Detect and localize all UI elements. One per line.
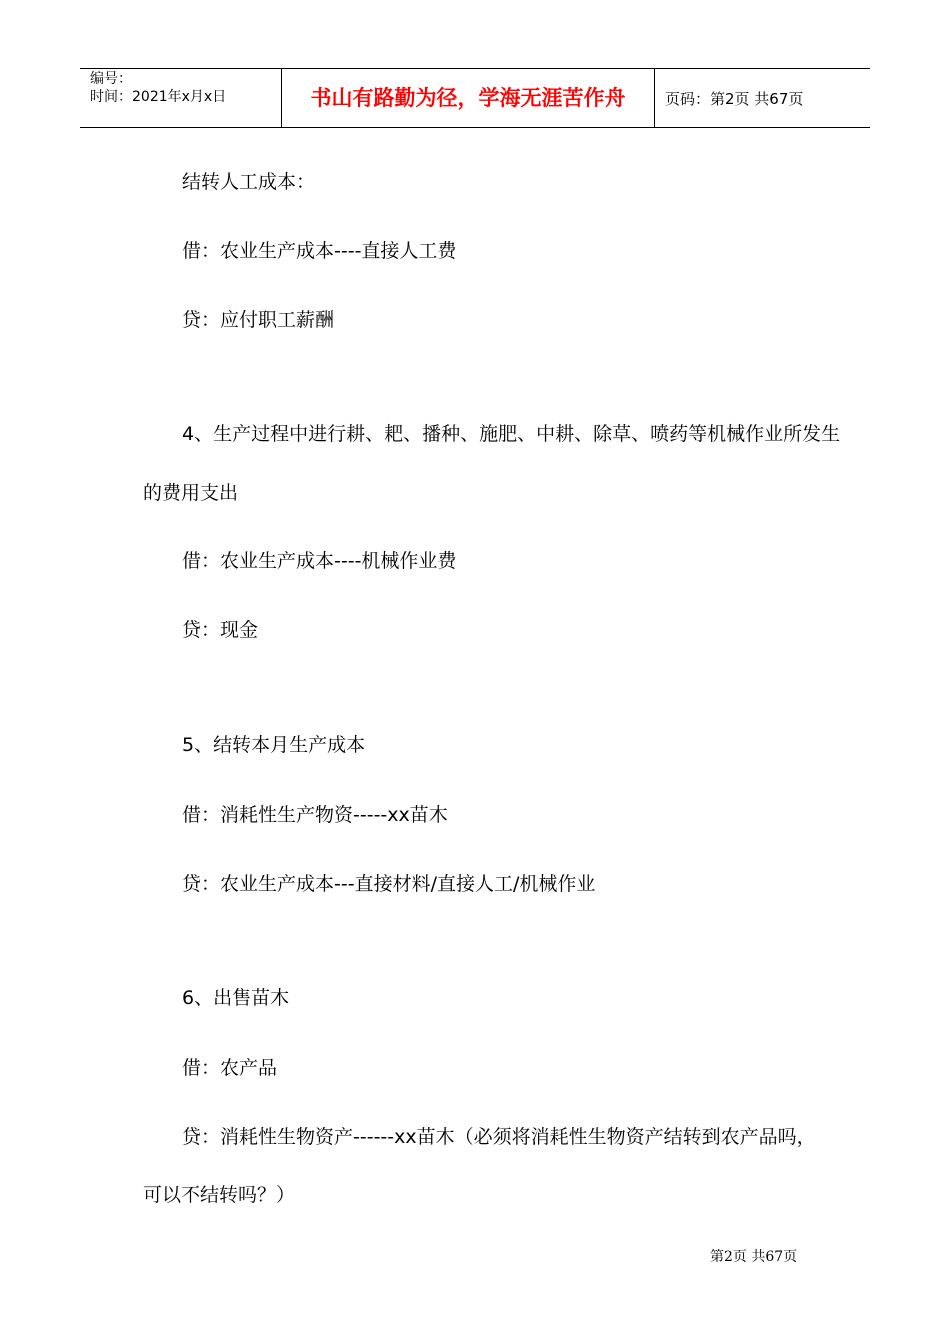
body-line: 的费用支出 — [143, 482, 239, 504]
body-line: 可以不结转吗？） — [143, 1184, 296, 1206]
header-motto-cell — [282, 69, 655, 127]
body-line: 贷：消耗性生物资产------xx苗木（必须将消耗性生物资产结转到农产品吗， — [182, 1126, 816, 1148]
header-motto: 书山有路勤为径，学海无涯苦作舟 — [310, 85, 626, 110]
body-line: 借：农产品 — [182, 1057, 278, 1079]
body-line: 贷：农业生产成本---直接材料/直接人工/机械作业 — [182, 873, 596, 895]
body-line: 4、生产过程中进行耕、耙、播种、施肥、中耕、除草、喷药等机械作业所发生 — [182, 423, 841, 445]
body-line: 6、出售苗木 — [182, 987, 290, 1009]
body-line: 借：农业生产成本----直接人工费 — [182, 240, 457, 262]
body-line: 贷：现金 — [182, 619, 259, 641]
header-page-info: 页码：第2页 共67页 — [665, 90, 804, 108]
body-line: 贷：应付职工薪酬 — [182, 309, 335, 331]
header-page-cell — [655, 69, 870, 127]
body-line: 借：农业生产成本----机械作业费 — [182, 550, 457, 572]
body-line: 5、结转本月生产成本 — [182, 734, 366, 756]
document-number-label: 编号： — [90, 71, 132, 87]
document-time-label: 时间：2021年x月x日 — [90, 89, 227, 105]
body-line: 借：消耗性生产物资-----xx苗木 — [182, 804, 448, 826]
header-meta-cell — [80, 69, 282, 127]
page-header — [80, 68, 870, 128]
body-line: 结转人工成本： — [182, 171, 316, 193]
footer-page-info: 第2页 共67页 — [710, 1249, 798, 1265]
